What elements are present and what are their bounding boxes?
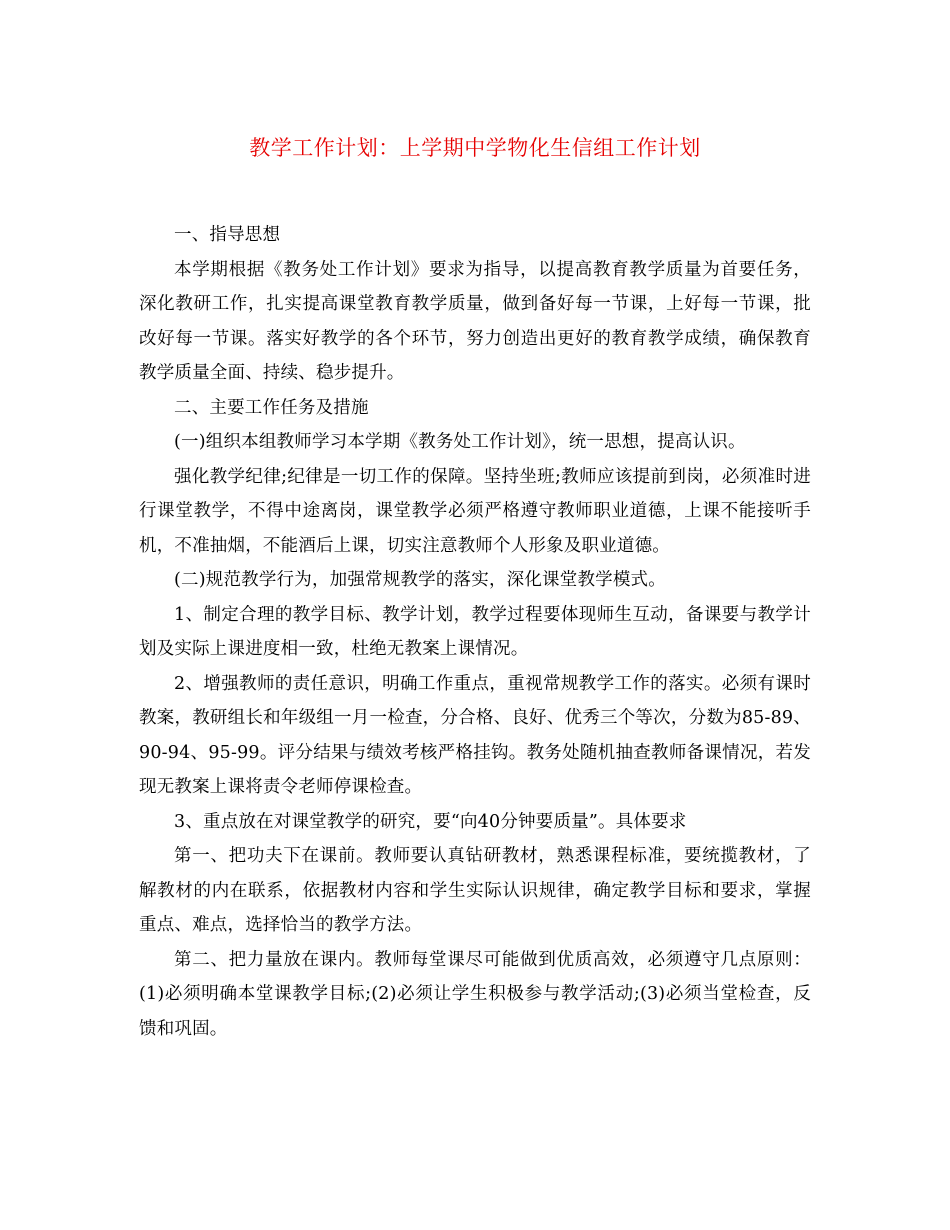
- paragraph-guiding-thought: 本学期根据《教务处工作计划》要求为指导，以提高教育教学质量为首要任务，深化教研工作，扎实提高课堂教育教学质量，做到备好每一节课，上好每一节课，批改好每一节课。落实好教学的各个环节，努力创造出更好的教育教学成绩，确保教育教学质量全面、持续、稳步提升。: [139, 259, 811, 383]
- section-heading-main-tasks: 二、主要工作任务及措施: [174, 397, 369, 418]
- paragraph-item-1: 1、制定合理的教学目标、教学计划，教学过程要体现师生互动，备课要与教学计划及实际上课进度相一致，杜绝无教案上课情况。: [139, 604, 811, 659]
- paragraph-first: 第一、把功夫下在课前。教师要认真钻研教材，熟悉课程标准，要统揽教材，了解教材的内在联系，依据教材内容和学生实际认识规律，确定教学目标和要求，掌握重点、难点，选择恰当的教学方法。: [139, 846, 811, 935]
- paragraph-discipline: 强化教学纪律;纪律是一切工作的保障。坚持坐班;教师应该提前到岗，必须准时进行课堂教学，不得中途离岗，课堂教学必须严格遵守教师职业道德，上课不能接听手机，不准抽烟，不能酒后上课，切实注意教师个人形象及职业道德。: [139, 466, 811, 556]
- paragraph-item-2: 2、增强教师的责任意识，明确工作重点，重视常规教学工作的落实。必须有课时教案，教研组长和年级组一月一检查，分合格、良好、优秀三个等次，分数为85-89、90-94、95-99。评分结果与绩效考核严格挂钩。教务处随机抽查教师备课情况，若发现无教案上课将责令老师停课检查。: [139, 673, 811, 797]
- paragraph-second: 第二、把力量放在课内。教师每堂课尽可能做到优质高效，必须遵守几点原则：(1)必须明确本堂课教学目标;(2)必须让学生积极参与教学活动;(3)必须当堂检查，反馈和巩固。: [139, 949, 811, 1039]
- document-title: 教学工作计划：上学期中学物化生信组工作计划: [249, 136, 701, 160]
- document-body: [139, 218, 811, 1046]
- section-heading-guiding-thought: 一、指导思想: [174, 225, 281, 245]
- paragraph-task-1: (一)组织本组教师学习本学期《教务处工作计划》，统一思想，提高认识。: [174, 432, 746, 452]
- paragraph-item-3: 3、重点放在对课堂教学的研究，要“向40分钟要质量”。具体要求: [174, 811, 687, 832]
- paragraph-task-2: (二)规范教学行为，加强常规教学的落实，深化课堂教学模式。: [174, 570, 666, 590]
